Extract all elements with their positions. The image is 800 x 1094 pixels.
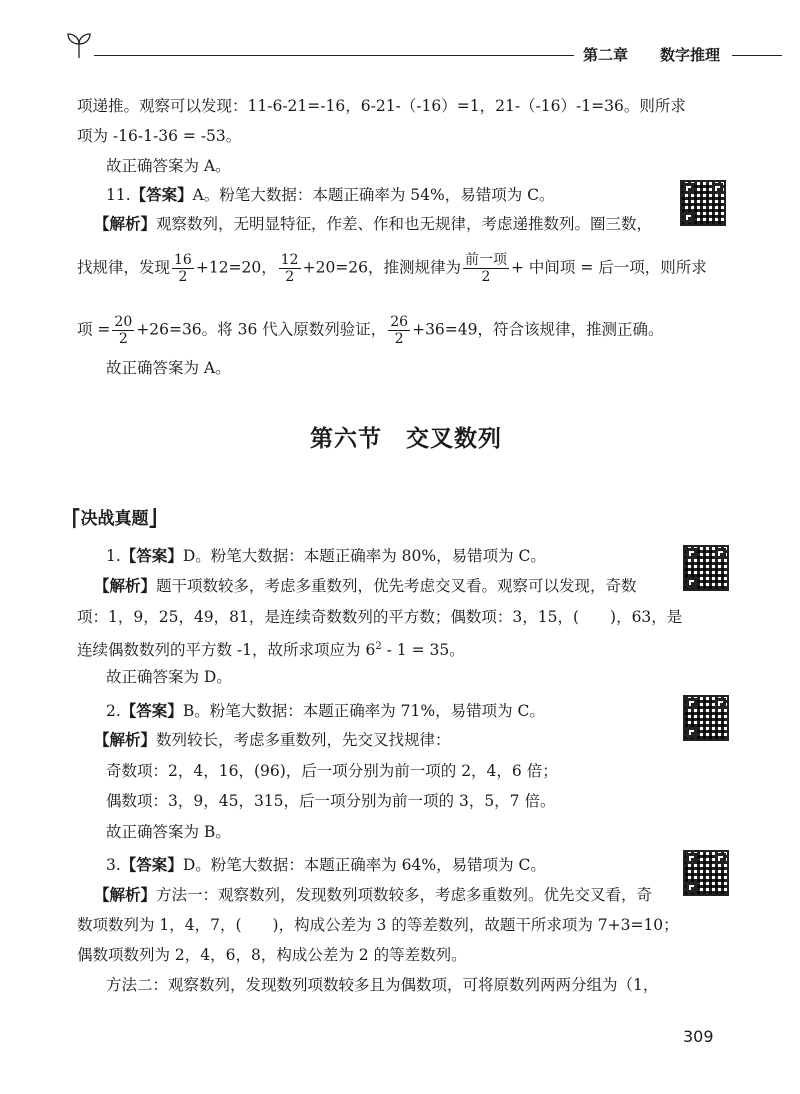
analysis-tag: 【解析】 [94, 577, 157, 595]
answer-line [106, 184, 555, 206]
formula-line: 项 = $\frac{20}{2}$ +26=36。将 36 代入原数列验证， $\frac{26}{2}$ +36=49，符合该规律，推测正确。 [77, 314, 664, 347]
text-line: 偶数项：3，9，45，315，后一项分别为前一项的 3，5，7 倍。 [106, 792, 556, 810]
section-title: 第六节 交叉数列 [310, 426, 502, 452]
analysis-line [94, 729, 451, 751]
analysis-line [94, 213, 652, 235]
analysis-tag: 【解析】 [94, 215, 157, 233]
answer-line: 故正确答案为 A。 [106, 157, 231, 175]
fraction: $\frac{12}{2}$ [280, 252, 299, 285]
header-rule-left [94, 55, 574, 56]
sprout-icon [64, 30, 94, 60]
analysis-tag: 【解析】 [94, 886, 157, 904]
analysis-line [94, 575, 637, 597]
question-number: 1. [106, 547, 121, 565]
text-line: 奇数项：2，4，16，(96)，后一项分别为前一项的 2，4，6 倍； [106, 762, 558, 780]
answer-text: B。粉笔大数据：本题正确率为 71%，易错项为 C。 [182, 702, 545, 720]
header-rule-right [732, 55, 782, 56]
answer-text: D。粉笔大数据：本题正确率为 64%，易错项为 C。 [182, 856, 546, 874]
question-number: 2. [106, 702, 121, 720]
question-number: 11. [106, 186, 131, 204]
answer-text: D。粉笔大数据：本题正确率为 80%，易错项为 C。 [182, 547, 546, 565]
analysis-tag: 【解析】 [94, 731, 157, 749]
text-line: 连续偶数数列的平方数 -1，故所求项应为 $6^2 - 1 = 35$。 [77, 641, 465, 660]
qr-code-icon[interactable] [683, 850, 729, 896]
qr-code-icon[interactable] [683, 545, 729, 591]
fraction: $\frac{26}{2}$ [390, 314, 409, 347]
text-line: 数项数列为 1，4，7，( )，构成公差为 3 的等差数列，故题干所求项为 7+3=10； [77, 916, 679, 934]
qr-code-icon[interactable] [683, 695, 729, 741]
answer-line: 故正确答案为 A。 [106, 359, 231, 377]
text-line: 项为 -16-1-36 = -53。 [77, 127, 242, 145]
answer-tag: 【答案】 [130, 186, 193, 204]
answer-line [106, 700, 545, 722]
box-title: ⎡决战真题⎦ [72, 509, 157, 529]
answer-text: A。粉笔大数据：本题正确率为 54%，易错项为 C。 [192, 186, 555, 204]
analysis-text: 观察数列，无明显特征，作差、作和也无规律，考虑递推数列。圈三数， [156, 215, 653, 233]
answer-tag: 【答案】 [120, 547, 183, 565]
answer-tag: 【答案】 [120, 856, 183, 874]
answer-line [106, 545, 546, 567]
analysis-text: 方法一：观察数列，发现数列项数较多，考虑多重数列。优先交叉看，奇 [156, 886, 653, 904]
question-number: 3. [106, 856, 121, 874]
qr-code-icon[interactable] [680, 180, 726, 226]
analysis-text: 数列较长，考虑多重数列，先交叉找规律： [156, 731, 451, 749]
text-line: 项：1，9，25，49，81，是连续奇数数列的平方数；偶数项：3，15，( )，63，是 [77, 608, 683, 626]
page-number: 309 [683, 1027, 714, 1046]
analysis-text: 题干项数较多，考虑多重数列，优先考虑交叉看。观察可以发现，奇数 [156, 577, 637, 595]
fraction: $\frac{20}{2}$ [114, 314, 133, 347]
answer-line: 故正确答案为 B。 [106, 823, 231, 841]
text-line: 项递推。观察可以发现：11-6-21=-16，6-21-（-16）=1，21-（-16）-1=36。则所求 [77, 97, 686, 115]
header-title: 数字推理 [660, 46, 721, 64]
analysis-line [94, 884, 652, 906]
fraction: $\frac{\text{前一项}}{2}$ [465, 252, 508, 285]
text-line: 方法二：观察数列，发现数列项数较多且为偶数项，可将原数列两两分组为（1， [106, 976, 659, 994]
text-line: 偶数项数列为 2，4，6，8，构成公差为 2 的等差数列。 [77, 946, 467, 964]
answer-tag: 【答案】 [120, 702, 183, 720]
fraction: $\frac{16}{2}$ [174, 252, 192, 285]
header-chapter: 第二章 [583, 46, 629, 64]
answer-line [106, 854, 546, 876]
formula-line: 找规律，发现 $\frac{16}{2}$ +12=20， $\frac{12}{2}$ +20=26，推测规律为 $\frac{\text{前一项}}{2}$ + 中间项 = 后一项，则所求 [77, 252, 707, 285]
answer-line: 故正确答案为 D。 [106, 668, 232, 686]
